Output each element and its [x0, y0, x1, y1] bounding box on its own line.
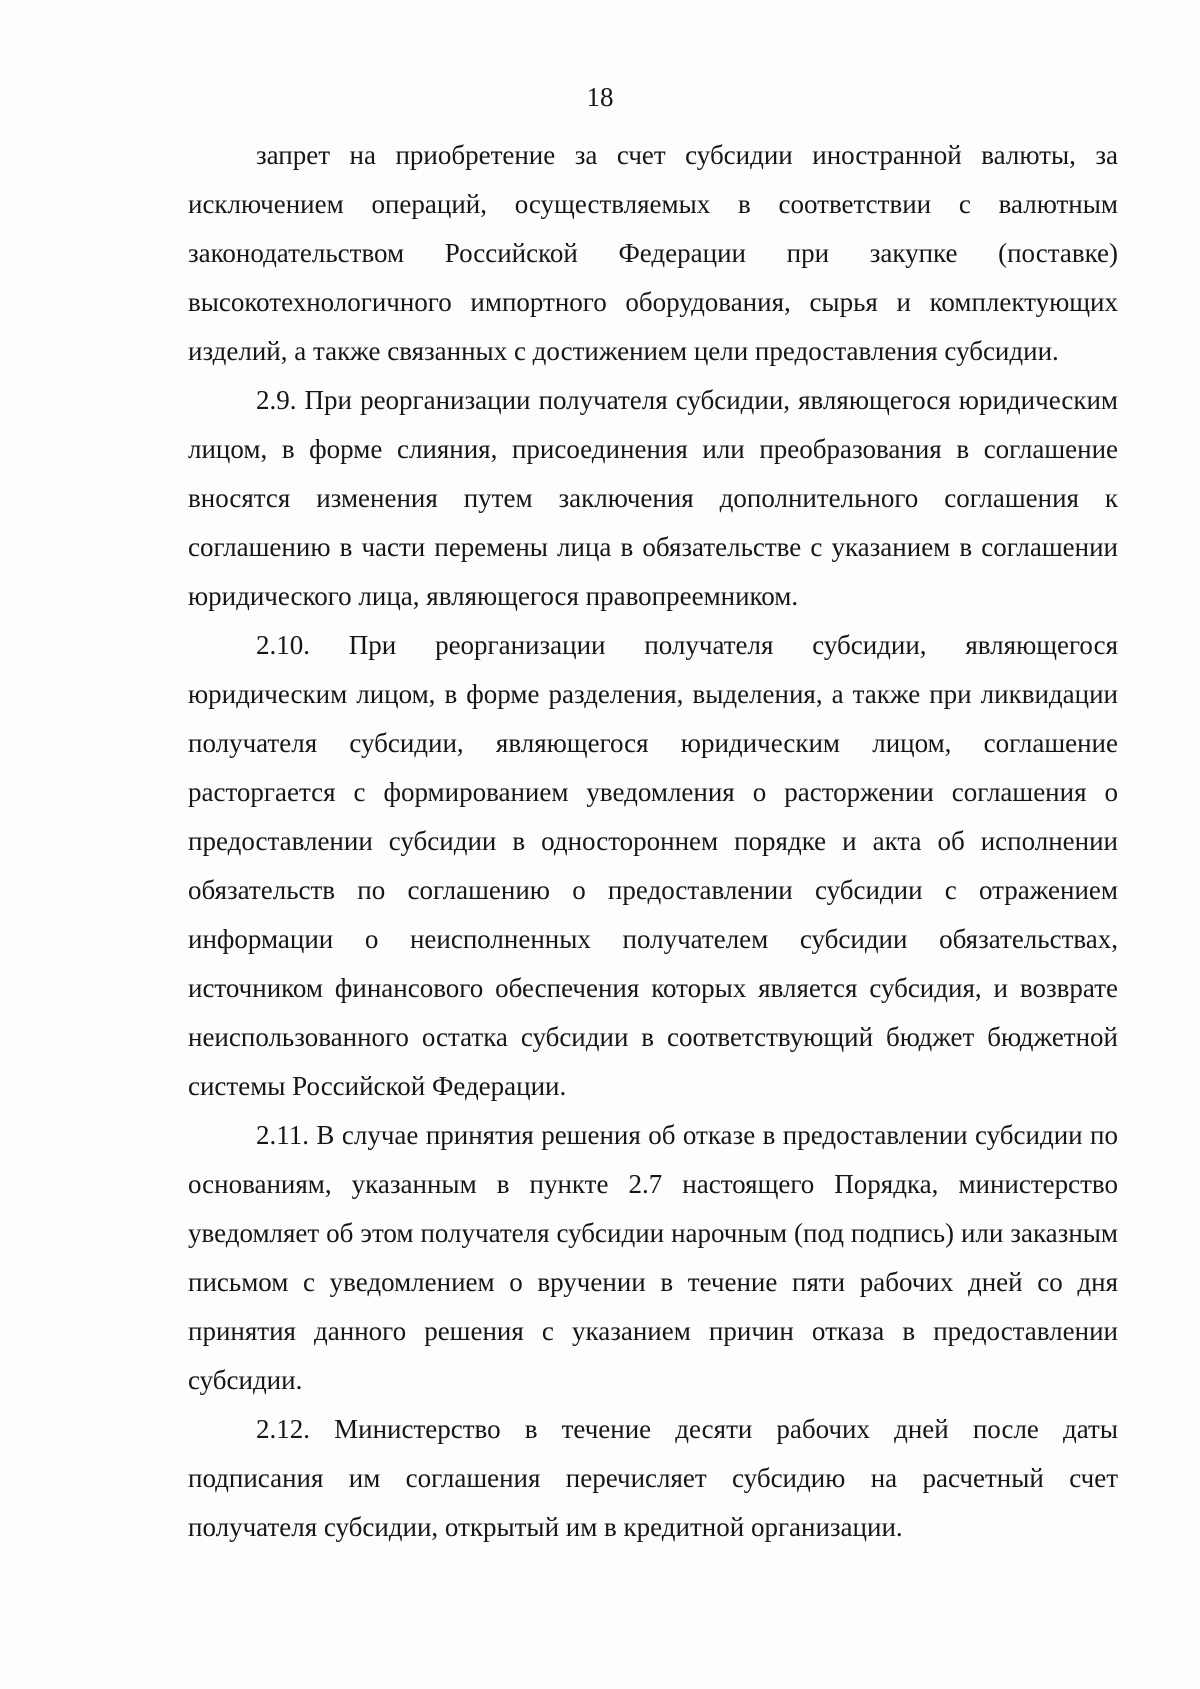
paragraph-2-10: 2.10. При реорганизации получателя субсидии, являющегося юридическим лицом, в форме разделения, выделения, а также при ликвидации получателя субсидии, являющегося юридическим лицом, соглашение расторгается с формированием уведомления о расторжении соглашения о предоставлении субсидии в одностороннем порядке и акта об исполнении обязательств по соглашению о предоставлении субсидии с отражением информации о неисполненных получателем субсидии обязательствах, источником финансового обеспечения которых является субсидия, и возврате неиспользованного остатка субсидии в соответствующий бюджет бюджетной системы Российской Федерации.: [188, 630, 1118, 1101]
paragraph-2-11: 2.11. В случае принятия решения об отказе в предоставлении субсидии по основаниям, указанным в пункте 2.7 настоящего Порядка, министерство уведомляет об этом получателя субсидии нарочным (под подпись) или заказным письмом с уведомлением о вручении в течение пяти рабочих дней со дня принятия данного решения с указанием причин отказа в предоставлении субсидии.: [188, 1120, 1118, 1395]
paragraph-2-12: 2.12. Министерство в течение десяти рабочих дней после даты подписания им соглашения перечисляет субсидию на расчетный счет получателя субсидии, открытый им в кредитной организации.: [188, 1414, 1118, 1542]
paragraph-currency-ban: запрет на приобретение за счет субсидии иностранной валюты, за исключением операций, осуществляемых в соответствии с валютным законодательством Российской Федерации при закупке (поставке) высокотехнологичного импортного оборудования, сырья и комплектующих изделий, а также связанных с достижением цели предоставления субсидии.: [188, 140, 1118, 366]
paragraph-2-9: 2.9. При реорганизации получателя субсидии, являющегося юридическим лицом, в форме слияния, присоединения или преобразования в соглашение вносятся изменения путем заключения дополнительного соглашения к соглашению в части перемены лица в обязательстве с указанием в соглашении юридического лица, являющегося правопреемником.: [188, 385, 1118, 611]
document-body: [188, 131, 1118, 1552]
page-number: 18: [586, 82, 614, 112]
